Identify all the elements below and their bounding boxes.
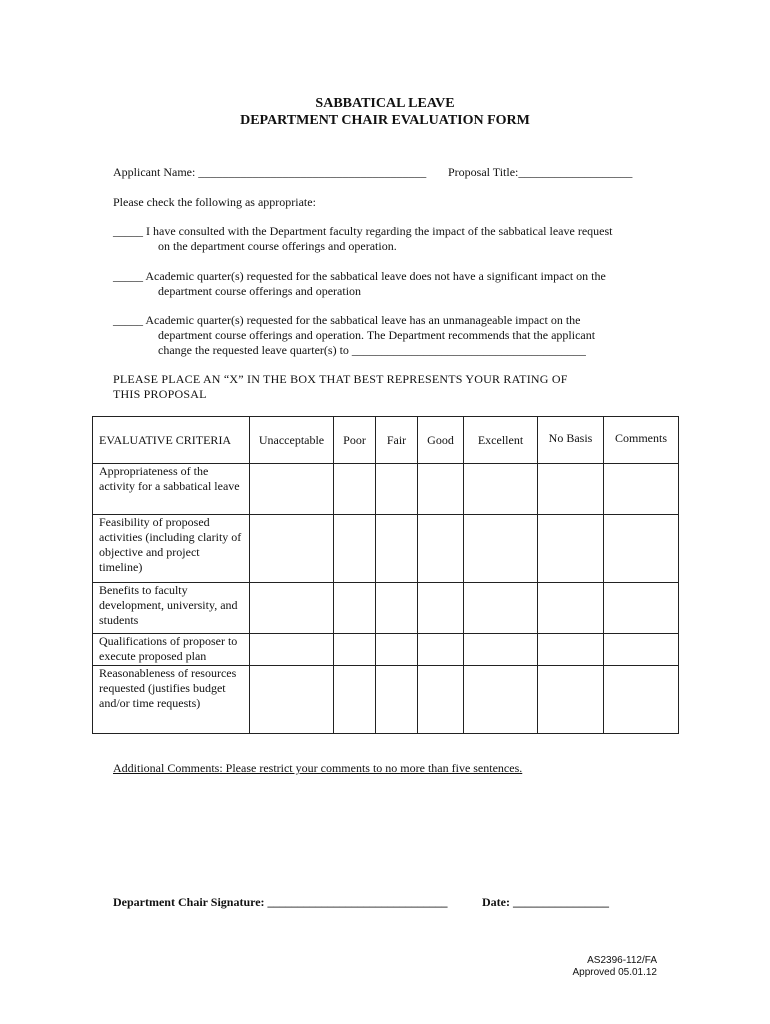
criteria-feasibility: Feasibility of proposed activities (including clarity of objective and project timeline) [93,515,250,583]
rating-cell[interactable] [334,583,376,634]
table-row [93,464,679,515]
table-row [93,634,679,666]
form-id: AS2396-112/FA [587,955,657,966]
rating-cell[interactable] [376,515,418,583]
header-criteria: EVALUATIVE CRITERIA [93,417,250,464]
change-quarter-field[interactable]: change the requested leave quarter(s) to _______________________________________ [158,343,586,357]
rating-cell[interactable] [376,464,418,515]
table-row [93,666,679,734]
rating-cell[interactable] [334,634,376,666]
chair-signature-field[interactable]: Department Chair Signature: ______________________________ [113,895,448,909]
form-subtitle: DEPARTMENT CHAIR EVALUATION FORM [240,113,530,128]
table-row [93,515,679,583]
rating-cell[interactable] [538,583,604,634]
rating-cell[interactable] [418,464,464,515]
rating-cell[interactable] [538,634,604,666]
comments-cell[interactable] [604,666,679,734]
applicant-name-field[interactable]: Applicant Name: ______________________________________ [113,165,427,179]
check-item-consulted-cont: on the department course offerings and operation. [158,239,397,253]
rating-cell[interactable] [250,583,334,634]
table-row [93,583,679,634]
rating-cell[interactable] [334,666,376,734]
rating-cell[interactable] [464,515,538,583]
rating-cell[interactable] [376,666,418,734]
rating-cell[interactable] [418,515,464,583]
form-title: SABBATICAL LEAVE [315,96,455,111]
rating-cell[interactable] [418,634,464,666]
check-instruction: Please check the following as appropriate: [113,195,316,209]
rating-cell[interactable] [418,666,464,734]
criteria-appropriateness: Appropriateness of the activity for a sabbatical leave [93,464,250,515]
rating-cell[interactable] [464,583,538,634]
rating-cell[interactable] [334,515,376,583]
approval-date: Approved 05.01.12 [572,967,657,978]
comments-cell[interactable] [604,515,679,583]
check-item-no-impact-cont: department course offerings and operation [158,284,362,298]
header-fair: Fair [376,417,418,464]
rating-cell[interactable] [538,464,604,515]
rating-cell[interactable] [464,666,538,734]
check-item-consulted[interactable]: _____ I have consulted with the Department faculty regarding the impact of the sabbatical leave request [113,224,613,238]
header-poor: Poor [334,417,376,464]
rating-cell[interactable] [250,666,334,734]
table-header-row [93,417,679,464]
additional-comments-label: Additional Comments: Please restrict your comments to no more than five sentences. [113,761,523,775]
header-unacceptable: Unacceptable [250,417,334,464]
rating-cell[interactable] [464,634,538,666]
rating-cell[interactable] [376,583,418,634]
rating-cell[interactable] [250,464,334,515]
proposal-title-field[interactable]: Proposal Title:___________________ [448,165,633,179]
criteria-qualifications: Qualifications of proposer to execute proposed plan [93,634,250,666]
rating-cell[interactable] [250,634,334,666]
comments-cell[interactable] [604,464,679,515]
rating-cell[interactable] [464,464,538,515]
rating-cell[interactable] [334,464,376,515]
date-field[interactable]: Date: ________________ [482,895,609,909]
rating-cell[interactable] [418,583,464,634]
criteria-benefits: Benefits to faculty development, university, and students [93,583,250,634]
rating-instruction: PLEASE PLACE AN “X” IN THE BOX THAT BEST REPRESENTS YOUR RATING OF [113,372,568,386]
header-comments: Comments [604,417,679,464]
header-excellent: Excellent [464,417,538,464]
rating-cell[interactable] [250,515,334,583]
check-item-no-impact[interactable]: _____ Academic quarter(s) requested for the sabbatical leave does not have a significant impact on the [113,269,606,283]
evaluation-table [92,416,679,734]
rating-cell[interactable] [538,666,604,734]
header-no-basis: No Basis [538,417,604,464]
comments-cell[interactable] [604,634,679,666]
rating-cell[interactable] [376,634,418,666]
criteria-reasonableness: Reasonableness of resources requested (justifies budget and/or time requests) [93,666,250,734]
rating-instruction-cont: THIS PROPOSAL [113,387,207,401]
rating-cell[interactable] [538,515,604,583]
check-item-unmanageable-cont: department course offerings and operation. The Department recommends that the applicant [158,328,596,342]
header-good: Good [418,417,464,464]
check-item-unmanageable[interactable]: _____ Academic quarter(s) requested for the sabbatical leave has an unmanageable impact on the [113,313,581,327]
comments-cell[interactable] [604,583,679,634]
